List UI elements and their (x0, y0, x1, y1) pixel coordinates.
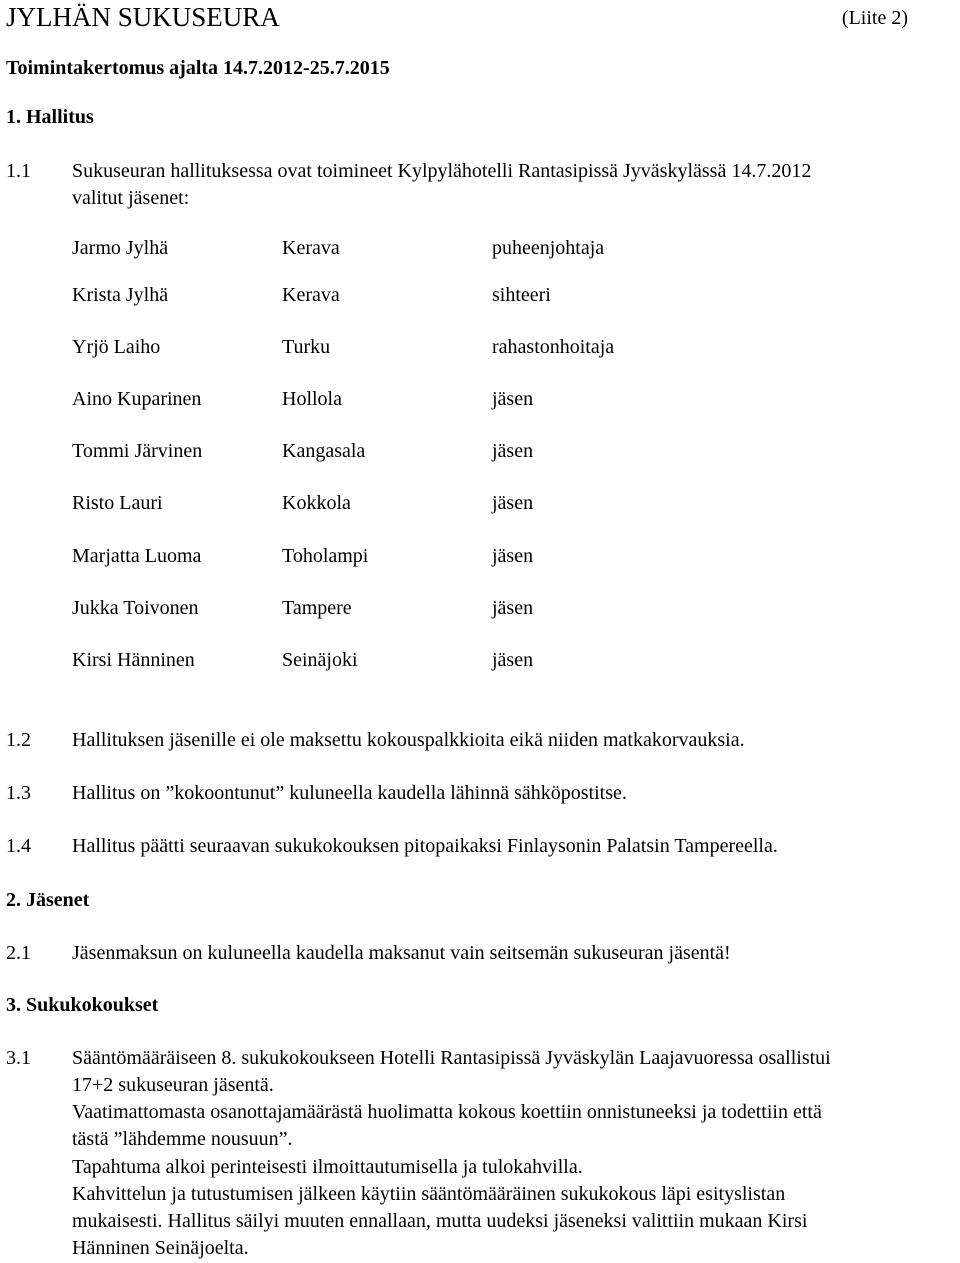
item-text: Jäsenmaksun on kuluneella kaudella maksanut vain seitsemän sukuseuran jäsentä! (72, 942, 731, 964)
item-text: Hallitus päätti seuraavan sukukokouksen pitopaikaksi Finlaysonin Palatsin Tampereella. (72, 835, 778, 857)
member-role: jäsen (492, 649, 534, 671)
member-name: Tommi Järvinen (72, 440, 203, 462)
member-town: Toholampi (282, 545, 369, 567)
member-role: jäsen (492, 545, 534, 567)
member-role: jäsen (492, 388, 534, 410)
member-name: Risto Lauri (72, 492, 163, 514)
member-role: puheenjohtaja (492, 237, 605, 259)
item-text: Hänninen Seinäjoelta. (72, 1237, 249, 1259)
member-name: Jarmo Jylhä (72, 237, 169, 259)
item-number: 1.4 (6, 835, 31, 857)
member-town: Hollola (282, 388, 342, 410)
annex-label: (Liite 2) (841, 7, 908, 29)
member-name: Jukka Toivonen (72, 597, 199, 619)
member-name: Marjatta Luoma (72, 545, 202, 567)
item-text: Tapahtuma alkoi perinteisesti ilmoittautumisella ja tulokahvilla. (72, 1156, 583, 1178)
item-number: 1.1 (6, 160, 31, 182)
member-name: Yrjö Laiho (72, 336, 161, 358)
section-heading-jasenet: 2. Jäsenet (6, 889, 90, 911)
item-number: 1.2 (6, 729, 31, 751)
section-heading-sukukokoukset: 3. Sukukokoukset (6, 994, 159, 1016)
item-text: valitut jäsenet: (72, 187, 190, 209)
member-town: Kangasala (282, 440, 366, 462)
member-role: jäsen (492, 440, 534, 462)
member-name: Aino Kuparinen (72, 388, 202, 410)
member-role: sihteeri (492, 284, 551, 306)
section-heading-hallitus: 1. Hallitus (6, 106, 94, 128)
item-text: mukaisesti. Hallitus säilyi muuten ennallaan, mutta uudeksi jäseneksi valittiin mukaan Kirsi (72, 1210, 808, 1232)
member-town: Kerava (282, 237, 340, 259)
item-number: 1.3 (6, 782, 31, 804)
item-text: Sääntömääräiseen 8. sukukokoukseen Hotelli Rantasipissä Jyväskylän Laajavuoressa osallistui (72, 1047, 831, 1069)
member-town: Kokkola (282, 492, 351, 514)
member-town: Seinäjoki (282, 649, 358, 671)
item-text: Kahvittelun ja tutustumisen jälkeen käytiin sääntömääräinen sukukokous läpi esityslistan (72, 1183, 786, 1205)
member-role: rahastonhoitaja (492, 336, 615, 358)
member-town: Turku (282, 336, 331, 358)
member-town: Kerava (282, 284, 340, 306)
item-text: Hallitus on ”kokoontunut” kuluneella kaudella lähinnä sähköpostitse. (72, 782, 627, 804)
member-name: Krista Jylhä (72, 284, 169, 306)
item-text: Sukuseuran hallituksessa ovat toimineet Kylpylähotelli Rantasipissä Jyväskylässä 14.7.2012 (72, 160, 812, 182)
society-title: JYLHÄN SUKUSEURA (6, 2, 280, 32)
item-number: 2.1 (6, 942, 31, 964)
member-role: jäsen (492, 492, 534, 514)
item-text: Hallituksen jäsenille ei ole maksettu kokouspalkkioita eikä niiden matkakorvauksia. (72, 729, 745, 751)
item-text: tästä ”lähdemme nousuun”. (72, 1128, 293, 1150)
member-role: jäsen (492, 597, 534, 619)
member-town: Tampere (282, 597, 352, 619)
item-number: 3.1 (6, 1047, 31, 1069)
item-text: Vaatimattomasta osanottajamäärästä huolimatta kokous koettiin onnistuneeksi ja todettiin että (72, 1101, 822, 1123)
item-text: 17+2 sukuseuran jäsentä. (72, 1074, 274, 1096)
member-name: Kirsi Hänninen (72, 649, 195, 671)
report-subtitle: Toimintakertomus ajalta 14.7.2012-25.7.2015 (6, 57, 390, 79)
